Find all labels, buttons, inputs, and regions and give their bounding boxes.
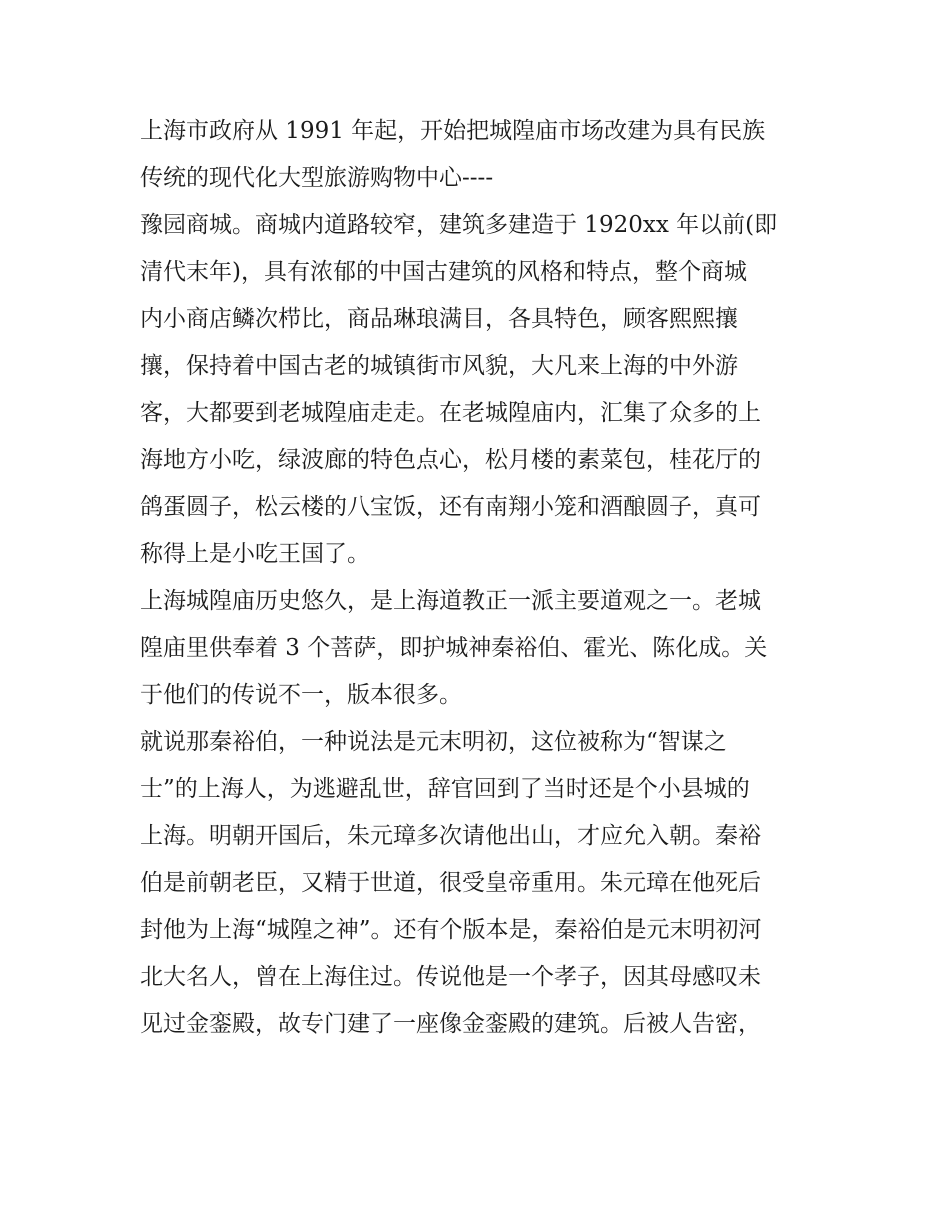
text-line: 攘，保持着中国古老的城镇街市风貌，大凡来上海的中外游 [140,353,738,379]
text-line: 隍庙里供奉着 3 个菩萨，即护城神秦裕伯、霍光、陈化成。关 [140,635,768,661]
text-line: 豫园商城。商城内道路较窄，建筑多建造于 1920xx 年以前(即 [140,212,778,238]
text-line: 海地方小吃，绿波廊的特色点心，松月楼的素菜包，桂花厅的 [140,447,761,473]
text-line: 客，大都要到老城隍庙走走。在老城隍庙内，汇集了众多的上 [140,400,761,426]
text-line: 上海市政府从 1991 年起，开始把城隍庙市场改建为具有民族 [140,118,766,144]
text-line: 封他为上海“城隍之神”。还有个版本是，秦裕伯是元末明初河 [140,917,762,943]
text-line: 传统的现代化大型旅游购物中心---- [140,165,494,191]
text-line: 称得上是小吃王国了。 [140,541,370,567]
text-line: 鸽蛋圆子，松云楼的八宝饭，还有南翔小笼和酒酿圆子，真可 [140,494,761,520]
text-line: 上海。明朝开国后，朱元璋多次请他出山，才应允入朝。秦裕 [140,823,761,849]
text-line: 伯是前朝老臣，又精于世道，很受皇帝重用。朱元璋在他死后 [140,870,761,896]
text-line: 就说那秦裕伯，一种说法是元末明初，这位被称为“智谋之 [140,729,727,755]
text-line: 上海城隍庙历史悠久，是上海道教正一派主要道观之一。老城 [140,588,761,614]
text-line: 于他们的传说不一，版本很多。 [140,682,462,708]
text-line: 士”的上海人，为逃避乱世，辞官回到了当时还是个小县城的 [140,776,750,802]
body-text [140,108,820,1048]
text-line: 北大名人，曾在上海住过。传说他是一个孝子，因其母感叹未 [140,964,761,990]
text-line: 见过金銮殿，故专门建了一座像金銮殿的建筑。后被人告密， [140,1011,761,1037]
text-line: 清代末年)，具有浓郁的中国古建筑的风格和特点，整个商城 [140,259,747,285]
text-line: 内小商店鳞次栉比，商品琳琅满目，各具特色，顾客熙熙攘 [140,306,738,332]
